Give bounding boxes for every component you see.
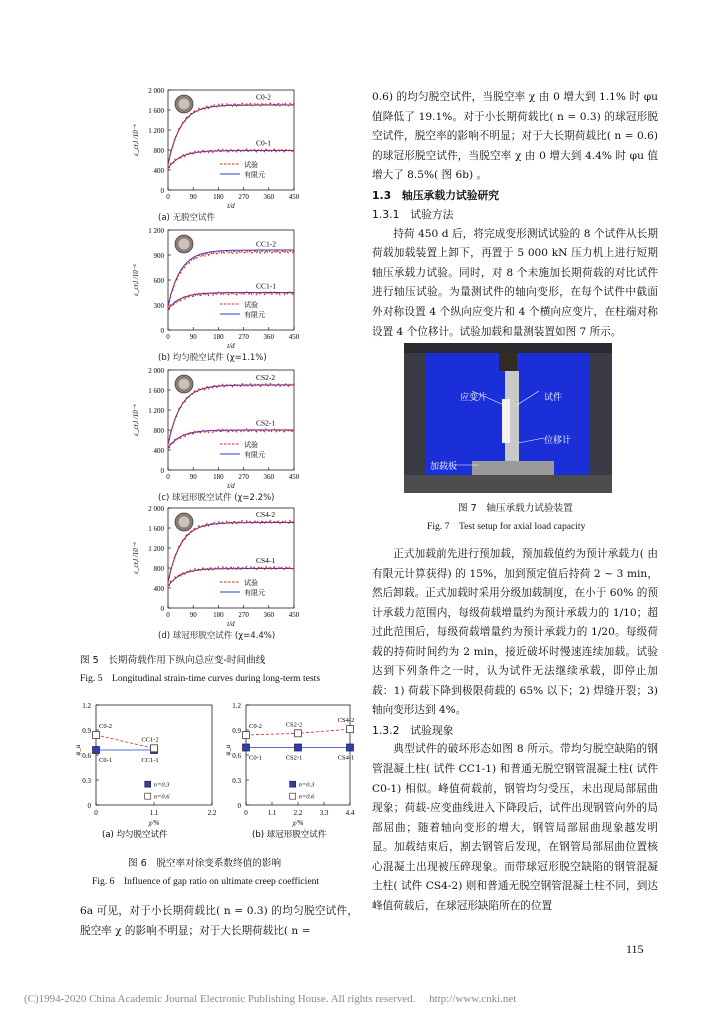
y-tick-label: 0 <box>87 802 91 810</box>
page-number: 115 <box>626 942 644 956</box>
x-tick-label: 1.1 <box>149 809 159 817</box>
y-tick-label: 1 600 <box>148 107 164 115</box>
legend-fem-label: 有限元 <box>244 589 265 597</box>
data-point <box>347 744 354 751</box>
x-tick-label: 180 <box>213 611 224 619</box>
legend-fem-label: 有限元 <box>244 451 265 459</box>
legend-label-2: n=0.6 <box>298 793 315 801</box>
y-tick-label: 0.3 <box>82 777 91 785</box>
panel-caption: (a) 均匀脱空试件 <box>102 830 168 840</box>
y-tick-label: 1 200 <box>148 227 164 235</box>
section-icon-core <box>179 517 190 528</box>
y-tick-label: 2 000 <box>148 367 164 375</box>
test-curve-CS2-1 <box>168 429 294 448</box>
x-tick-label: 90 <box>189 193 197 201</box>
y-tick-label: 300 <box>153 302 164 310</box>
x-tick-label: 180 <box>213 193 224 201</box>
label-specimen: 试件 <box>544 393 563 403</box>
x-tick-label: 360 <box>263 473 275 481</box>
curve-label: CS2-2 <box>256 373 276 382</box>
x-tick-label: 1.1 <box>267 809 277 817</box>
data-point <box>243 732 250 739</box>
fem-curve-CS2-2 <box>168 385 294 445</box>
x-tick-label: 0 <box>166 611 170 619</box>
fem-curve-CS4-2 <box>168 523 294 583</box>
y-axis-label: ε_cr,l /10⁻⁶ <box>132 404 140 436</box>
section-heading-1-3-1: 1.3.1 试验方法 <box>372 208 454 222</box>
y-tick-label: 0 <box>160 327 164 335</box>
curve-label: C0-2 <box>256 92 271 102</box>
data-point <box>243 744 250 751</box>
y-axis-label: ε_cr,l /10⁻⁶ <box>132 542 140 574</box>
legend-fem-label: 有限元 <box>244 311 265 319</box>
x-tick-label: 450 <box>288 333 300 341</box>
figure5-caption-en: Fig. 5 Longitudinal strain-time curves during long-term tests <box>80 673 321 684</box>
y-tick-label: 800 <box>153 147 164 155</box>
y-tick-label: 600 <box>153 277 164 285</box>
data-point <box>151 745 158 752</box>
x-axis-label: χ/% <box>292 819 304 827</box>
panel-caption: (b) 均匀脱空试件 (χ=1.1%) <box>158 353 267 363</box>
x-tick-label: 0 <box>166 193 170 201</box>
y-tick-label: 1 600 <box>148 387 164 395</box>
x-tick-label: 270 <box>238 333 249 341</box>
y-axis-label: ε_cr,l /10⁻⁶ <box>132 264 140 296</box>
x-axis-label: t/d <box>227 482 235 490</box>
y-tick-label: 2 000 <box>148 87 164 95</box>
right-paragraph-3: 正式加载前先进行预加载，预加载值约为预计承载力( 由有限元计算获得) 的 15%，加到预定值后持荷 2 ~ 3 min，然后卸载。正式加载时采用分级加载制度，在小于 60% 的预计承载力范围内，每级荷载增量约为预计承载力的 1/10；超过此范围后，每级荷载增量约为预计承载力的 1/20。每级荷载的持荷时间约为 2 min，接近破坏时慢速连续加载。试验达到下列条件之一时，认为试件无法继续承载，即停止加载：1) 荷载下降到极限荷载的 65% 以下；2) 焊缝开裂；3) 轴向变形达到 4%。 <box>372 548 658 717</box>
panel-caption: (c) 球冠形脱空试件 (χ=2.2%) <box>158 493 275 503</box>
y-tick-label: 0.6 <box>82 752 91 760</box>
curve-label: C0-1 <box>256 138 271 148</box>
left-bottom-text: 6a 可见，对于小长期荷载比( n = 0.3) 的均匀脱空试件，脱空率 χ 的影响不明显；对于大长期荷载比( n = <box>80 905 358 937</box>
y-tick-label: 1 200 <box>148 545 164 553</box>
y-tick-label: 1 200 <box>148 407 164 415</box>
x-tick-label: 2.2 <box>207 809 217 817</box>
fem-curve-C0-2 <box>168 105 294 165</box>
x-tick-label: 90 <box>189 473 197 481</box>
x-tick-label: 450 <box>288 193 300 201</box>
y-tick-label: 0.3 <box>232 777 241 785</box>
x-axis-label: t/d <box>227 620 235 628</box>
y-tick-label: 0.9 <box>232 727 241 735</box>
y-tick-label: 1 200 <box>148 127 164 135</box>
data-point <box>93 747 100 754</box>
legend-test-label: 试验 <box>244 579 258 587</box>
data-point <box>93 732 100 739</box>
y-tick-label: 400 <box>153 167 164 175</box>
y-axis-label: φ_u <box>224 744 232 756</box>
legend-test-label: 试验 <box>244 301 258 309</box>
panel-caption: (d) 球冠形脱空试件 (χ=4.4%) <box>158 631 276 641</box>
point-label: C0-2 <box>249 723 262 730</box>
panel-caption: (b) 球冠形脱空试件 <box>252 830 327 840</box>
test-curve-CS4-1 <box>168 567 294 586</box>
x-tick-label: 2.2 <box>293 809 303 817</box>
figure7-caption-en: Fig. 7 Test setup for axial load capacity <box>427 521 586 532</box>
y-tick-label: 0.6 <box>232 752 241 760</box>
section-heading-1-3: 1.3 轴压承载力试验研究 <box>372 188 500 202</box>
y-axis-label: φ_u <box>74 744 82 756</box>
x-tick-label: 270 <box>238 473 249 481</box>
fem-curve-C0-1 <box>168 151 294 169</box>
x-axis-label: χ/% <box>148 819 160 827</box>
right-paragraph-1: 0.6) 的均匀脱空试件，当脱空率 χ 由 0 增大到 1.1% 时 φu 值降低了 19.1%。对于小长期荷载比( n = 0.3) 的球冠形脱空试件，脱空率的影响不明显；对于大长期荷载比( n = 0.6) 的球冠形脱空试件，当脱空率 χ 由 0 增大到 4.4% 时 φu 值增大了 8.5%( 图 6b) 。 <box>372 91 658 182</box>
fem-curve-CS2-1 <box>168 430 294 448</box>
curve-label: CS4-2 <box>256 510 276 519</box>
data-point <box>295 744 302 751</box>
x-tick-label: 0 <box>244 809 248 817</box>
panel-caption: (a) 无脱空试件 <box>158 213 216 223</box>
left-bottom-paragraph <box>80 902 358 941</box>
x-axis-label: t/d <box>227 202 235 210</box>
point-label: CS4-2 <box>337 717 355 725</box>
x-tick-label: 270 <box>238 193 249 201</box>
point-label: CC1-1 <box>141 757 159 764</box>
label-strain-gauge: 应变片 <box>460 393 488 403</box>
test-curve-CC1-1 <box>168 292 294 310</box>
y-tick-label: 0 <box>160 605 164 613</box>
point-label: C0-1 <box>99 757 112 764</box>
y-tick-label: 400 <box>153 447 164 455</box>
x-tick-label: 180 <box>213 473 224 481</box>
label-displacement-meter: 位移计 <box>544 436 572 446</box>
legend-marker-2 <box>145 793 151 799</box>
y-tick-label: 2 000 <box>148 505 164 513</box>
section-icon-core <box>179 239 190 250</box>
section-heading-1-3-2: 1.3.2 试验现象 <box>372 723 454 737</box>
test-curve-CC1-2 <box>168 250 294 306</box>
right-column-top <box>372 88 658 342</box>
legend-marker-1 <box>290 781 296 787</box>
figure6-caption-en: Fig. 6 Influence of gap ratio on ultimate creep coefficient <box>92 876 320 887</box>
x-tick-label: 90 <box>189 611 197 619</box>
y-tick-label: 1 600 <box>148 525 164 533</box>
footer-copyright: (C)1994-2020 China Academic Journal Electronic Publishing House. All rights reserved. http://www.cnki.net <box>24 993 517 1005</box>
figure6-caption-cn: 图 6 脱空率对徐变系数终值的影响 <box>128 858 282 869</box>
right-paragraph-2: 持荷 450 d 后，将完成变形测试试验的 8 个试件从长期荷载加载装置上卸下，再置于 5 000 kN 压力机上进行短期轴压承载力试验。同时，对 8 个未施加长期荷载的对比试件进行轴压试验。为量测试件的轴向变形，在每个试件中截面外对称设置 4 个纵向应变片和 4 个横向应变片，在柱端对称设置 4 个位移计。试验加载和量测装置如图 7 所示。 <box>372 227 658 338</box>
x-tick-label: 450 <box>288 611 300 619</box>
curve-label: CS4-1 <box>256 556 276 565</box>
y-tick-label: 0 <box>160 187 164 195</box>
x-axis-label: t/d <box>227 342 235 350</box>
test-curve-C0-1 <box>168 149 294 168</box>
legend-marker-2 <box>290 793 296 799</box>
y-tick-label: 1.2 <box>232 702 241 710</box>
x-tick-label: 0 <box>94 809 98 817</box>
point-label: CC1-2 <box>141 736 159 744</box>
y-tick-label: 0 <box>237 802 241 810</box>
legend-test-label: 试验 <box>244 441 258 449</box>
data-point <box>347 726 354 733</box>
figure7-caption-cn: 图 7 轴压承载力试验装置 <box>458 503 573 514</box>
y-tick-label: 400 <box>153 585 164 593</box>
figure5-caption-cn: 图 5 长期荷载作用下纵向总应变-时间曲线 <box>80 655 266 666</box>
x-tick-label: 360 <box>263 611 275 619</box>
plot-frame <box>96 705 212 805</box>
x-tick-label: 0 <box>166 333 170 341</box>
x-tick-label: 4.4 <box>345 809 355 817</box>
y-axis-label: ε_cr,l /10⁻⁶ <box>132 124 140 156</box>
x-tick-label: 3.3 <box>319 809 329 817</box>
x-tick-label: 450 <box>288 473 300 481</box>
legend-label-1: n=0.3 <box>298 781 315 789</box>
curve-label: CS2-1 <box>256 418 276 428</box>
y-tick-label: 800 <box>153 565 164 573</box>
data-point <box>295 730 302 737</box>
fem-curve-CC1-2 <box>168 250 294 306</box>
point-label: CS4-1 <box>337 754 355 762</box>
x-tick-label: 360 <box>263 193 275 201</box>
y-tick-label: 900 <box>153 252 164 260</box>
x-tick-label: 360 <box>263 333 275 341</box>
y-tick-label: 0 <box>160 467 164 475</box>
legend-label-1: n=0.3 <box>153 781 170 789</box>
section-icon-core <box>179 99 190 110</box>
point-label: C0-1 <box>249 754 262 762</box>
right-paragraph-4: 典型试件的破坏形态如图 8 所示。带均匀脱空缺陷的钢管混凝土柱( 试件 CC1-1) 和普通无脱空钢管混凝土柱( 试件 C0-1) 相似。峰值荷载前，钢管均匀受压，未出现局部屈曲现象；荷载-应变曲线进入下降段后，试件出现钢管向外的局部屈曲；随着轴向变形的增大，钢管局部屈曲现象越发明显。加载结束后，割去钢管后发现，在钢管局部屈曲位置核心混凝土出现被压碎现象。而带球冠形脱空缺陷的钢管混凝土柱( 试件 CS4-2) 则和普通无脱空钢管混凝土柱不同，到达峰值荷载后，在球冠形缺陷所在的位置 <box>372 743 658 912</box>
y-tick-label: 800 <box>153 427 164 435</box>
fem-curve-CC1-1 <box>168 293 294 310</box>
point-label: CS2-1 <box>285 754 303 762</box>
legend-test-label: 试验 <box>244 161 258 169</box>
curve-label: CC1-2 <box>256 239 277 249</box>
label-loading-plate: 加载板 <box>430 462 458 472</box>
x-tick-label: 0 <box>166 473 170 481</box>
right-column-bottom <box>372 545 658 916</box>
legend-fem-label: 有限元 <box>244 171 265 179</box>
x-tick-label: 180 <box>213 333 224 341</box>
y-tick-label: 0.9 <box>82 727 91 735</box>
legend-label-2: n=0.6 <box>153 793 170 801</box>
figure7-photo <box>404 343 612 493</box>
y-tick-label: 1.2 <box>82 702 91 710</box>
legend-marker-1 <box>145 781 151 787</box>
x-tick-label: 90 <box>189 333 197 341</box>
section-icon-core <box>179 379 190 390</box>
x-tick-label: 270 <box>238 611 249 619</box>
curve-label: CC1-1 <box>256 281 277 291</box>
point-label: CS2-2 <box>285 721 303 729</box>
point-label: C0-2 <box>99 723 112 730</box>
